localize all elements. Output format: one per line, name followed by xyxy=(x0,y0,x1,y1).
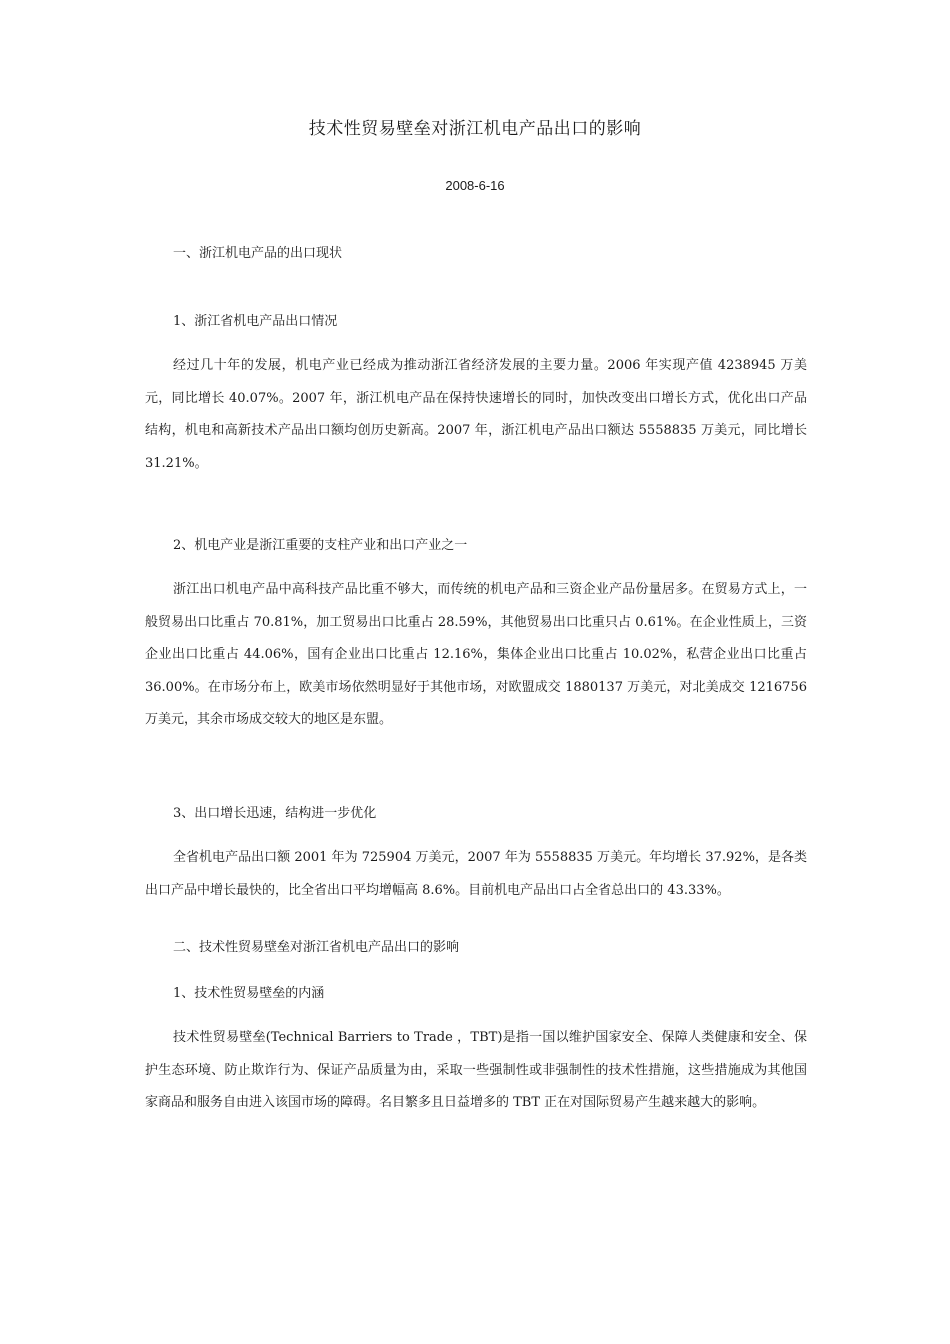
subsection-heading-1-2: 2、机电产业是浙江重要的支柱产业和出口产业之一 xyxy=(173,538,468,553)
paragraph-1-2 xyxy=(145,574,807,737)
paragraph-text: 技术性贸易壁垒(Technical Barriers to Trade ，TBT)是指一国以维护国家安全、保障人类健康和安全、保护生态环境、防止欺诈行为、保证产品质量为由，采取一些强制性或非强制性的技术性措施，这些措施成为其他国家商品和服务自由进入该国市场的障碍。名目繁多且日益增多的 TBT 正在对国际贸易产生越来越大的影响。 xyxy=(145,1030,807,1110)
paragraph-text: 全省机电产品出口额 2001 年为 725904 万美元，2007 年为 5558835 万美元。年均增长 37.92%，是各类出口产品中增长最快的，比全省出口平均增幅高 8.6%。目前机电产品出口占全省总出口的 43.33%。 xyxy=(145,850,807,898)
paragraph-text: 浙江出口机电产品中高科技产品比重不够大，而传统的机电产品和三资企业产品份量居多。在贸易方式上，一般贸易出口比重占 70.81%，加工贸易出口比重占 28.59%，其他贸易出口比重只占 0.61%。在企业性质上，三资企业出口比重占 44.06%，国有企业出口比重占 12.16%，集体企业出口比重占 10.02%，私营企业出口比重占 36.00%。在市场分布上，欧美市场依然明显好于其他市场，对欧盟成交 1880137 万美元，对北美成交 1216756 万美元，其余市场成交较大的地区是东盟。 xyxy=(145,582,807,727)
paragraph-1-1 xyxy=(145,350,807,480)
subsection-heading-1-3: 3、出口增长迅速，结构进一步优化 xyxy=(173,806,377,821)
paragraph-1-3 xyxy=(145,842,807,907)
section-heading-2: 二、技术性贸易壁垒对浙江省机电产品出口的影响 xyxy=(173,940,460,955)
document-date: 2008-6-16 xyxy=(445,178,505,193)
subsection-heading-2-1: 1、技术性贸易壁垒的内涵 xyxy=(173,986,325,1001)
paragraph-text: 经过几十年的发展，机电产业已经成为推动浙江省经济发展的主要力量。2006 年实现产值 4238945 万美元，同比增长 40.07%。2007 年，浙江机电产品在保持快速增长的同时，加快改变出口增长方式，优化出口产品结构，机电和高新技术产品出口额均创历史新高。2007 年，浙江机电产品出口额达 5558835 万美元，同比增长 31.21%。 xyxy=(145,358,807,471)
section-heading-1: 一、浙江机电产品的出口现状 xyxy=(173,246,343,261)
subsection-heading-1-1: 1、浙江省机电产品出口情况 xyxy=(173,314,338,329)
document-title: 技术性贸易壁垒对浙江机电产品出口的影响 xyxy=(308,119,642,139)
paragraph-2-1 xyxy=(145,1022,807,1120)
